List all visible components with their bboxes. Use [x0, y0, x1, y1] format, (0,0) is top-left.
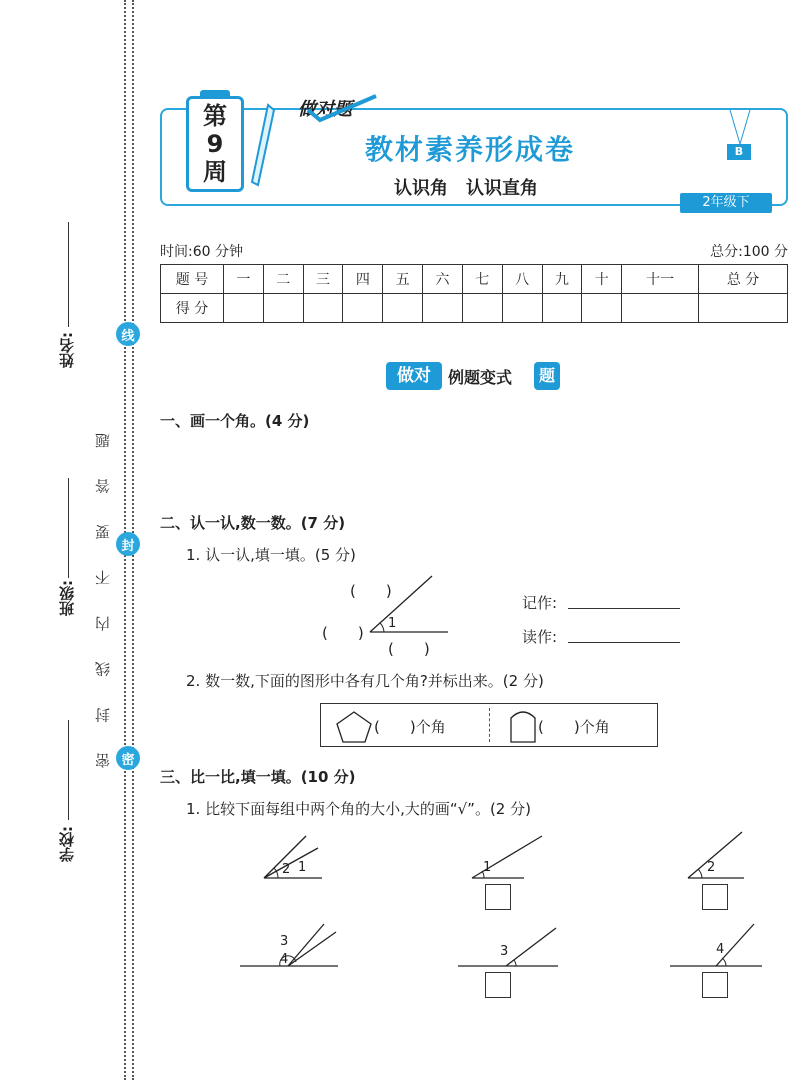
class-blank[interactable] — [68, 478, 69, 578]
angle-pair-1-figure — [262, 834, 326, 880]
paren-left[interactable]: ( ) — [322, 624, 364, 642]
write-as-label: 记作: — [522, 594, 558, 612]
score-input-cell[interactable] — [582, 294, 622, 323]
section-banner-right: 题 — [534, 362, 560, 390]
pen-icon — [248, 100, 278, 190]
q2-heading: 二、认一认,数一数。(7 分) — [160, 514, 346, 532]
score-input-cell[interactable] — [423, 294, 463, 323]
page-subtitle: 认识角 认识直角 — [394, 178, 538, 199]
read-as-blank[interactable] — [568, 642, 680, 643]
seal-circle-feng: 封 — [116, 532, 140, 556]
angle-label: 1 — [483, 860, 492, 875]
score-input-cell[interactable] — [263, 294, 303, 323]
compare-answer-box[interactable] — [485, 884, 511, 910]
angle-label: 2 — [707, 860, 716, 875]
score-input-cell[interactable] — [622, 294, 699, 323]
week-badge — [186, 96, 244, 192]
seal-line-text: 密 封 线 内 不 要 答 题 — [94, 420, 112, 769]
compare-answer-box[interactable] — [702, 972, 728, 998]
score-table — [160, 264, 788, 323]
grade-label: 2年级下 — [680, 193, 772, 213]
angle-label: 4 — [280, 952, 289, 967]
q1-heading: 一、画一个角。(4 分) — [160, 412, 310, 430]
total-info: 总分:100 分 — [710, 244, 788, 260]
q2-sub2: 2. 数一数,下面的图形中各有几个角?并标出来。(2 分) — [186, 672, 544, 690]
compare-answer-box[interactable] — [485, 972, 511, 998]
score-header-cell: 九 — [542, 265, 582, 294]
score-header-cell: 七 — [462, 265, 502, 294]
score-header-cell: 五 — [383, 265, 423, 294]
angle-1-label: 1 — [388, 616, 397, 631]
school-label: 学校: — [58, 826, 76, 862]
paren-top[interactable]: ( ) — [350, 582, 392, 600]
read-as-label: 读作: — [522, 628, 558, 646]
score-input-cell[interactable] — [383, 294, 423, 323]
score-header-cell: 题 号 — [161, 265, 224, 294]
score-header-cell: 总 分 — [699, 265, 788, 294]
angle-label: 1 — [298, 860, 307, 875]
name-label: 姓名: — [58, 332, 76, 368]
pentagon-shape — [334, 710, 374, 744]
score-input-cell[interactable] — [343, 294, 383, 323]
paren-bottom[interactable]: ( ) — [388, 640, 430, 658]
score-input-cell[interactable] — [502, 294, 542, 323]
week-line3: 周 — [203, 158, 227, 186]
school-blank[interactable] — [68, 720, 69, 820]
score-input-cell[interactable] — [542, 294, 582, 323]
angle-label: 3 — [280, 934, 289, 949]
class-label: 班级: — [58, 580, 76, 616]
seal-circle-mi: 密 — [116, 746, 140, 770]
score-header-row — [161, 265, 788, 294]
count-left-answer[interactable]: ( )个角 — [374, 718, 446, 736]
count-box-divider — [489, 708, 490, 742]
checkmark-icon — [300, 94, 380, 124]
score-value-row — [161, 294, 788, 323]
angle-pair-5-figure — [458, 926, 560, 968]
section-banner-middle: 例题变式 — [448, 368, 513, 387]
angle-label: 3 — [500, 944, 509, 959]
angle-pair-2-figure — [470, 834, 546, 880]
arch-shape — [508, 708, 538, 744]
score-header-cell: 三 — [303, 265, 343, 294]
time-info: 时间:60 分钟 — [160, 244, 243, 260]
seal-circle-xian: 线 — [116, 322, 140, 346]
score-header-cell: 四 — [343, 265, 383, 294]
q2-sub1: 1. 认一认,填一填。(5 分) — [186, 546, 356, 564]
section-banner — [386, 362, 564, 392]
week-line1: 第 — [203, 102, 227, 130]
score-header-cell: 十一 — [622, 265, 699, 294]
page-title: 教材素养形成卷 — [365, 133, 576, 166]
write-as-blank[interactable] — [568, 608, 680, 609]
version-tag: B — [727, 144, 751, 160]
score-header-cell: 一 — [224, 265, 264, 294]
count-right-answer[interactable]: ( )个角 — [538, 718, 610, 736]
week-number: 9 — [206, 130, 224, 158]
score-header-cell: 八 — [502, 265, 542, 294]
tag-string — [728, 110, 752, 146]
name-blank[interactable] — [68, 222, 69, 327]
score-header-cell: 二 — [263, 265, 303, 294]
compare-answer-box[interactable] — [702, 884, 728, 910]
score-row-label: 得 分 — [161, 294, 224, 323]
q3-heading: 三、比一比,填一填。(10 分) — [160, 768, 356, 786]
angle-label: 2 — [282, 862, 291, 877]
q3-sub1: 1. 比较下面每组中两个角的大小,大的画“√”。(2 分) — [186, 800, 531, 818]
score-header-cell: 六 — [423, 265, 463, 294]
angle-pair-4-figure — [240, 922, 340, 968]
score-input-cell[interactable] — [462, 294, 502, 323]
angle-pair-3-figure — [686, 830, 746, 880]
logo-text: 做对题 — [298, 99, 352, 120]
score-input-cell[interactable] — [699, 294, 788, 323]
angle-label: 4 — [716, 942, 725, 957]
score-input-cell[interactable] — [303, 294, 343, 323]
section-banner-left: 做对 — [386, 362, 442, 390]
score-header-cell: 十 — [582, 265, 622, 294]
score-input-cell[interactable] — [224, 294, 264, 323]
